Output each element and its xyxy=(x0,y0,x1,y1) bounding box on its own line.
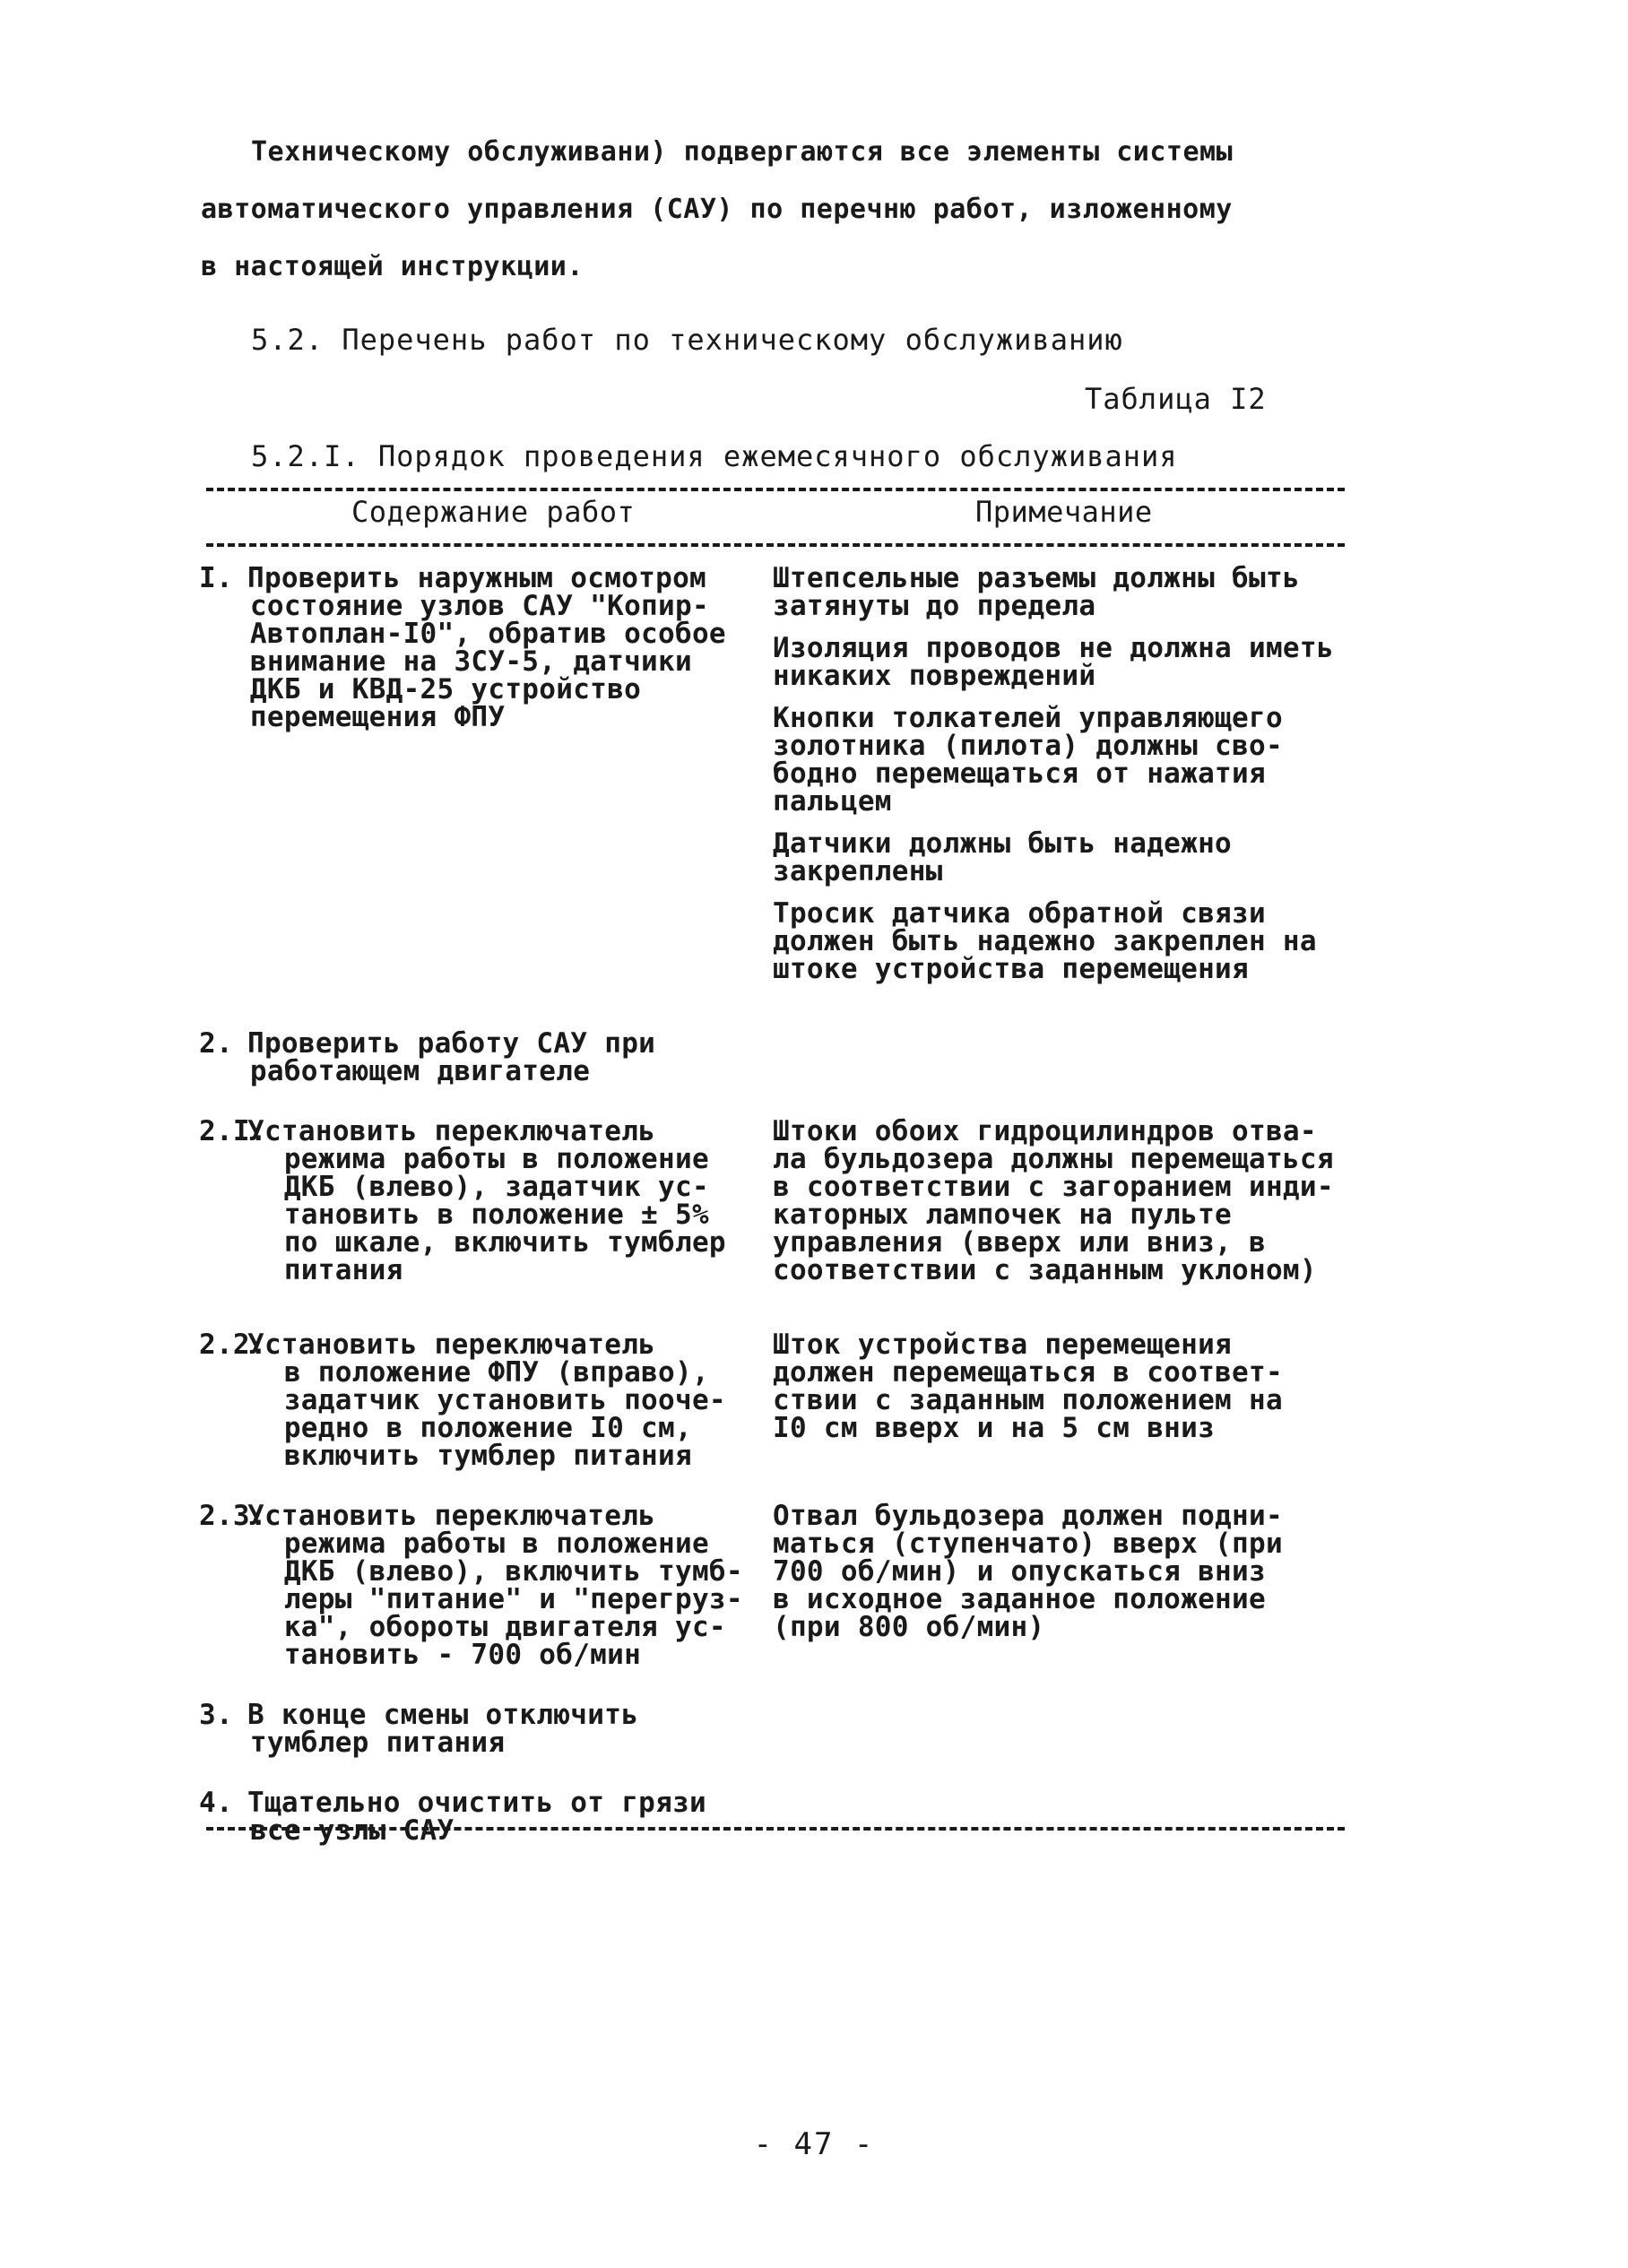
work-cell xyxy=(199,1789,773,1845)
work-text: Установить переключатель режима работы в положение ДКБ (влево), включить тумб- леры "питание" и "перегруз- ка", обороты двигателя ус- тановить - 700 об/мин xyxy=(247,1500,743,1671)
intro-line: автоматического управления (САУ) по перечню работ, изложенному xyxy=(201,194,1233,225)
work-text: В конце смены отключить тумблер питания xyxy=(247,1699,639,1759)
table-body xyxy=(199,562,1364,1877)
table-row xyxy=(199,1789,1364,1845)
table-row xyxy=(199,1331,1364,1470)
note-text: Штоки обоих гидроцилиндров отва- ла бульдозера должны перемещаться в соответствии с загоранием инди- каторных лампочек на пульте управления (вверх или вниз, в соответствии с заданным уклоном) xyxy=(773,1115,1334,1286)
note-text: Изоляция проводов не должна иметь никаких повреждений xyxy=(773,632,1334,692)
note-cell xyxy=(773,1502,1364,1669)
note-cell xyxy=(773,1331,1364,1470)
table-header-rule xyxy=(206,543,1345,547)
note-text: Датчики должны быть надежно закреплены xyxy=(773,827,1233,887)
note-cell xyxy=(773,562,1364,998)
note-text: Отвал бульдозера должен подни- маться (ступенчато) вверх (при 700 об/мин) и опускаться вниз в исходное заданное положение (при 800 об/мин) xyxy=(773,1500,1283,1643)
note-text: Штепсельные разъемы должны быть затянуты до предела xyxy=(773,562,1300,622)
column-header-work: Содержание работ xyxy=(351,495,636,529)
intro-line: Техническому обслуживани) подвергаются все элементы системы xyxy=(251,136,1234,168)
intro-paragraph xyxy=(201,124,1366,296)
work-cell xyxy=(199,1331,773,1470)
note-text: Шток устройства перемещения должен перемещаться в соответ- ствии с заданным положением на I0 см вверх и на 5 см вниз xyxy=(773,1329,1283,1444)
item-number: 4. xyxy=(199,1787,233,1819)
work-cell xyxy=(199,562,773,998)
note-cell xyxy=(773,1701,1364,1757)
table-number: Таблица I2 xyxy=(1085,382,1267,416)
item-number: I. xyxy=(199,562,233,594)
page-number: - 47 - xyxy=(753,2126,875,2162)
work-text: Установить переключатель в положение ФПУ (вправо), задатчик установить пооче- редно в положение I0 см, включить тумблер питания xyxy=(247,1329,726,1472)
table-row xyxy=(199,1701,1364,1757)
item-number: 2.I. xyxy=(199,1115,267,1147)
work-cell xyxy=(199,1115,773,1299)
work-text: Тщательно очистить от грязи все узлы САУ xyxy=(247,1787,707,1847)
work-text: Проверить работу САУ при работающем двигателе xyxy=(247,1027,656,1087)
note-cell xyxy=(773,1115,1364,1299)
note-cell xyxy=(773,1789,1364,1845)
table-bottom-rule xyxy=(206,1827,1345,1831)
work-cell xyxy=(199,1701,773,1757)
item-number: 2. xyxy=(199,1027,233,1060)
table-row xyxy=(199,562,1364,998)
table-row xyxy=(199,1027,1364,1087)
section-heading: 5.2. Перечень работ по техническому обслуживанию xyxy=(251,323,1123,357)
table-top-rule xyxy=(206,488,1345,491)
work-cell xyxy=(199,1502,773,1669)
item-number: 2.2. xyxy=(199,1329,267,1361)
item-number: 3. xyxy=(199,1699,233,1731)
item-number: 2.3. xyxy=(199,1500,267,1532)
table-row xyxy=(199,1502,1364,1669)
note-cell xyxy=(773,1030,1364,1086)
note-text: Кнопки толкателей управляющего золотника (пилота) должны сво- бодно перемещаться от нажатия пальцем xyxy=(773,702,1283,818)
note-text: Тросик датчика обратной связи должен быть надежно закреплен на штоке устройства перемещения xyxy=(773,897,1317,985)
work-cell xyxy=(199,1027,773,1087)
intro-line: в настоящей инструкции. xyxy=(201,251,584,282)
work-text: Проверить наружным осмотром состояние узлов САУ "Копир- Автоплан-I0", обратив особое внимание на ЗСУ-5, датчики ДКБ и КВД-25 устройство перемещения ФПУ xyxy=(247,562,726,733)
work-text: Установить переключатель режима работы в положение ДКБ (влево), задатчик ус- тановить в положение ± 5% по шкале, включить тумблер питания xyxy=(247,1115,726,1286)
table-row xyxy=(199,1115,1364,1299)
column-header-note: Примечание xyxy=(975,495,1153,529)
subsection-heading: 5.2.I. Порядок проведения ежемесячного обслуживания xyxy=(251,439,1178,473)
